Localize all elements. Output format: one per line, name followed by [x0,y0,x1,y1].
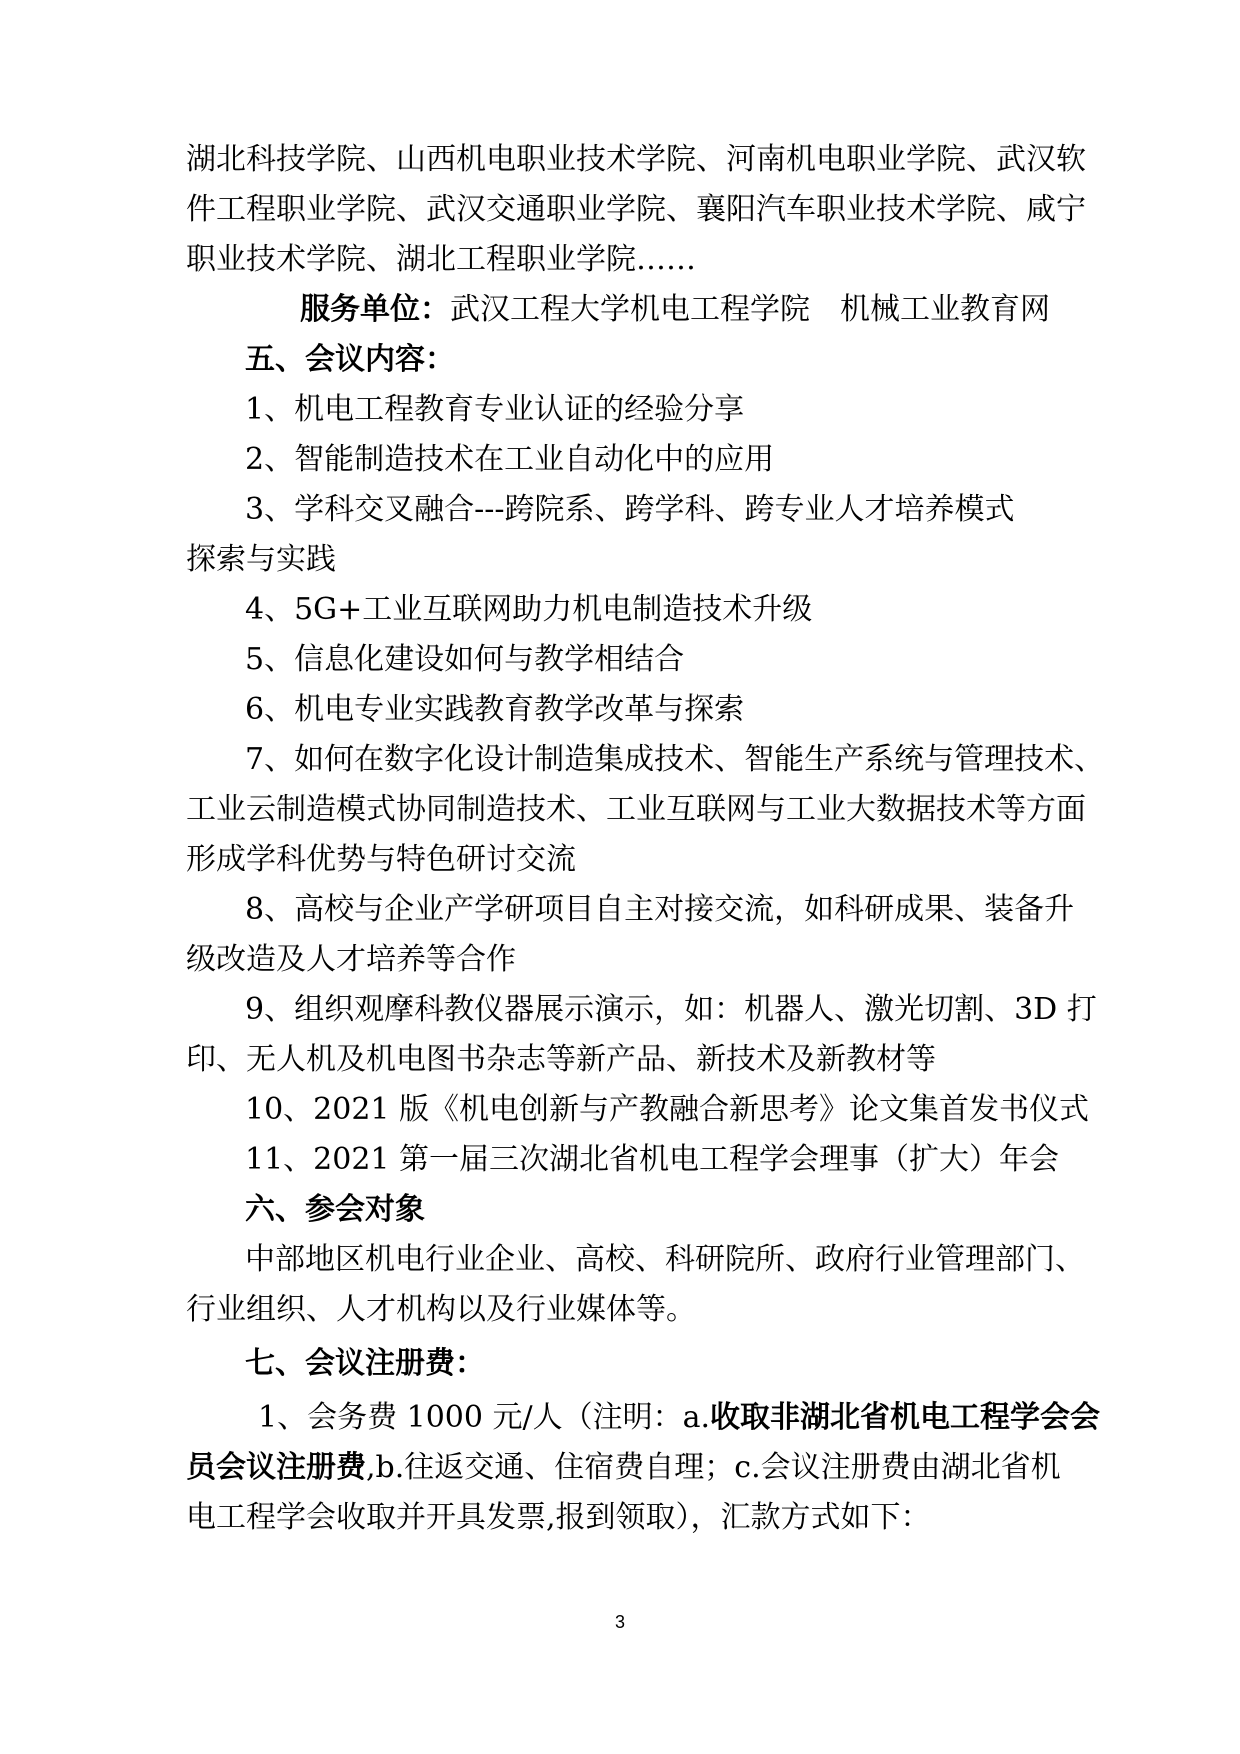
body-text-line: 湖北科技学院、山西机电职业技术学院、河南机电职业学院、武汉软 [186,142,1086,177]
fee-text-emphasis: 收取非湖北省机电工程学会会 [710,1400,1101,1435]
page-number: 3 [614,1612,625,1632]
content-item: 工业云制造模式协同制造技术、工业互联网与工业大数据技术等方面 [186,792,1086,827]
fee-line: 电工程学会收取并开具发票,报到领取），汇款方式如下： [186,1500,931,1535]
content-item: 印、无人机及机电图书杂志等新产品、新技术及新教材等 [186,1042,936,1077]
content-item: 形成学科优势与特色研讨交流 [186,842,576,877]
fee-line [186,1448,1061,1488]
participants-text: 中部地区机电行业企业、高校、科研院所、政府行业管理部门、 [245,1242,1085,1277]
fee-line [258,1398,1100,1438]
content-item: 8、高校与企业产学研项目自主对接交流，如科研成果、装备升 [245,892,1075,927]
content-item: 9、组织观摩科教仪器展示演示，如：机器人、激光切割、3D 打 [245,992,1097,1027]
section-heading-content: 五、会议内容： [245,342,455,377]
service-unit-line [300,290,1050,330]
service-unit-label: 服务单位： [300,292,450,327]
content-item: 级改造及人才培养等合作 [186,942,516,977]
fee-text-emphasis: 员会议注册费 [186,1450,366,1485]
content-item: 11、2021 第一届三次湖北省机电工程学会理事（扩大）年会 [245,1142,1060,1177]
content-item: 5、信息化建设如何与教学相结合 [245,642,685,677]
content-item: 4、5G+工业互联网助力机电制造技术升级 [245,592,813,627]
section-heading-registration-fee: 七、会议注册费： [245,1346,485,1381]
fee-text: 1、会务费 1000 元/人（注明：a. [258,1400,711,1435]
body-text-line: 件工程职业学院、武汉交通职业学院、襄阳汽车职业技术学院、咸宁 [186,192,1086,227]
body-text-line: 职业技术学院、湖北工程职业学院…… [186,242,696,277]
participants-text: 行业组织、人才机构以及行业媒体等。 [186,1292,696,1327]
content-item: 10、2021 版《机电创新与产教融合新思考》论文集首发书仪式 [245,1092,1090,1127]
service-unit-value: 武汉工程大学机电工程学院 机械工业教育网 [450,292,1050,327]
section-heading-participants: 六、参会对象 [245,1192,425,1227]
content-item: 2、智能制造技术在工业自动化中的应用 [245,442,775,477]
content-item: 1、机电工程教育专业认证的经验分享 [245,392,745,427]
fee-text: ,b.往返交通、住宿费自理；c.会议注册费由湖北省机 [366,1450,1061,1485]
content-item: 6、机电专业实践教育教学改革与探索 [245,692,745,727]
content-item: 7、如何在数字化设计制造集成技术、智能生产系统与管理技术、 [245,742,1105,777]
content-item: 探索与实践 [186,542,336,577]
content-item: 3、学科交叉融合---跨院系、跨学科、跨专业人才培养模式 [245,492,1015,527]
